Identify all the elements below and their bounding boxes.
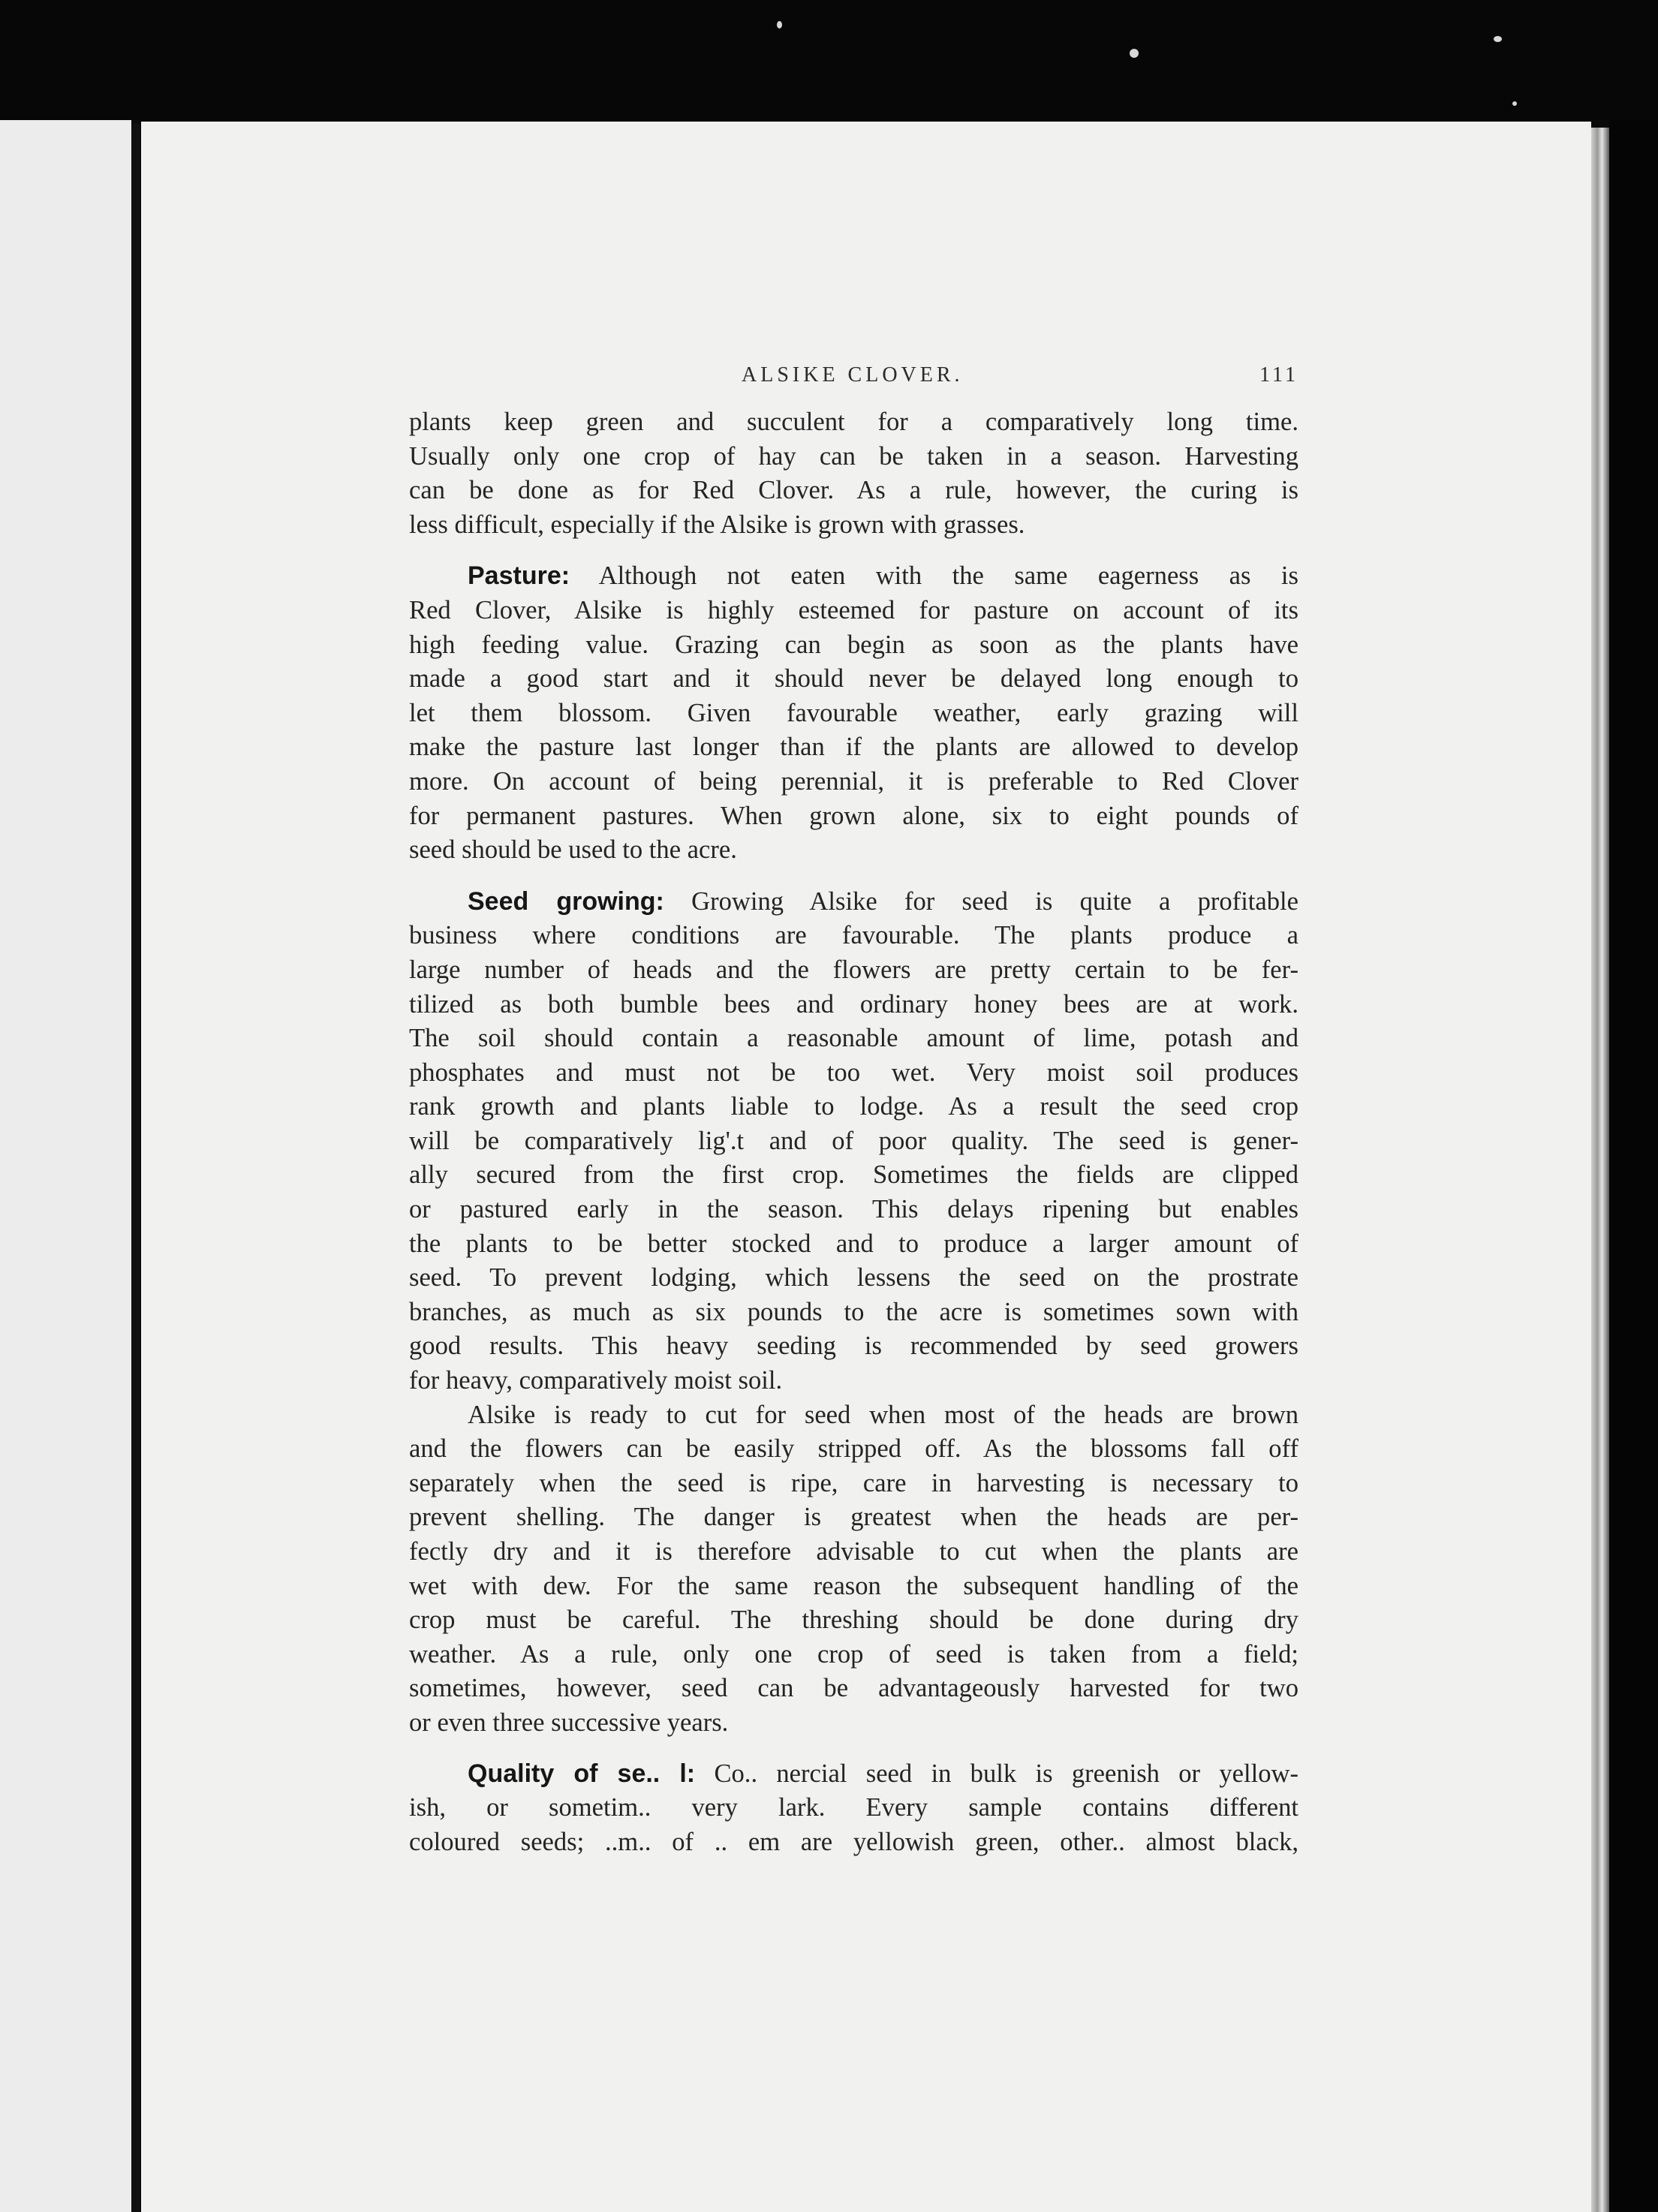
text-line: business where conditions are favourable. The plants produce a xyxy=(409,921,1298,950)
text-line: made a good start and it should never be delayed long enough to xyxy=(409,664,1298,694)
text-line: high feeding value. Grazing can begin as soon as the plants have xyxy=(409,630,1298,659)
dust-speck xyxy=(1512,101,1517,106)
paragraph-first-line xyxy=(409,1757,1298,1792)
text-line: more. On account of being perennial, it is preferable to Red Clover xyxy=(409,766,1298,796)
paragraph-first-line xyxy=(409,559,1298,594)
text-line: will be comparatively lig'.t and of poor quality. The seed is gener- xyxy=(409,1126,1298,1155)
body-text xyxy=(409,405,1298,1859)
text-line: Red Clover, Alsike is highly esteemed for pasture on account of its xyxy=(409,595,1298,624)
text-line: ish, or sometim.. very lark. Every sample contains different xyxy=(409,1793,1298,1822)
text-line: phosphates and must not be too wet. Very moist soil produces xyxy=(409,1058,1298,1087)
text-run: Co.. nercial seed in bulk is greenish or yellow- xyxy=(695,1759,1298,1788)
text-run: Although not eaten with the same eagerness as is xyxy=(570,561,1298,591)
text-line: large number of heads and the flowers are pretty certain to be fer- xyxy=(409,955,1298,984)
text-line: coloured seeds; ..m.. of .. em are yellowish green, other.. almost black, xyxy=(409,1827,1298,1856)
text-line: seed should be used to the acre. xyxy=(409,835,737,865)
text-line: prevent shelling. The danger is greatest when the heads are per- xyxy=(409,1503,1298,1532)
paragraph-first-line: Alsike is ready to cut for seed when most of the heads are brown xyxy=(468,1400,1298,1429)
text-line: make the pasture last longer than if the plants are allowed to develop xyxy=(409,733,1298,762)
page-edge-shading xyxy=(1591,128,1609,2212)
text-line: the plants to be better stocked and to produce a larger amount of xyxy=(409,1229,1298,1258)
text-line: tilized as both bumble bees and ordinary honey bees are at work. xyxy=(409,989,1298,1019)
text-line: let them blossom. Given favourable weather, early grazing will xyxy=(409,698,1298,727)
dust-speck xyxy=(777,21,782,29)
scanner-top-border xyxy=(0,0,1658,120)
text-run: Growing Alsike for seed is quite a profitable xyxy=(664,886,1298,916)
text-line: The soil should contain a reasonable amount of lime, potash and xyxy=(409,1024,1298,1053)
section-heading-quality-of-seed: Quality of se.. l: xyxy=(468,1759,696,1788)
text-line: and the flowers can be easily stripped off. As the blossoms fall off xyxy=(409,1434,1298,1464)
text-line: weather. As a rule, only one crop of seed is taken from a field; xyxy=(409,1639,1298,1669)
section-heading-pasture: Pasture: xyxy=(468,561,570,591)
text-line: separately when the seed is ripe, care in harvesting is necessary to xyxy=(409,1468,1298,1497)
text-line: or even three successive years. xyxy=(409,1708,729,1737)
page-gutter-shadow xyxy=(132,124,140,2212)
text-line: can be done as for Red Clover. As a rule, however, the curing is xyxy=(409,476,1298,505)
text-line: or pastured early in the season. This delays ripening but enables xyxy=(409,1195,1298,1224)
text-line: crop must be careful. The threshing should be done during dry xyxy=(409,1606,1298,1635)
text-line: seed. To prevent lodging, which lessens the seed on the prostrate xyxy=(409,1263,1298,1293)
text-line: good results. This heavy seeding is recommended by seed growers xyxy=(409,1332,1298,1361)
section-heading-seed-growing: Seed growing: xyxy=(468,886,664,916)
dust-speck xyxy=(1130,49,1139,58)
text-line: wet with dew. For the same reason the subsequent handling of the xyxy=(409,1571,1298,1600)
scanner-right-border xyxy=(1609,120,1658,2212)
text-line: sometimes, however, seed can be advantageously harvested for two xyxy=(409,1674,1298,1703)
text-line: for heavy, comparatively moist soil. xyxy=(409,1366,783,1395)
text-line: fectly dry and it is therefore advisable to cut when the plants are xyxy=(409,1537,1298,1566)
running-title: ALSIKE CLOVER. xyxy=(742,363,964,387)
text-line: for permanent pastures. When grown alone, six to eight pounds of xyxy=(409,801,1298,830)
dust-speck xyxy=(1494,36,1502,42)
paragraph-first-line xyxy=(409,885,1298,919)
page-number: 111 xyxy=(1259,363,1298,387)
running-head xyxy=(409,359,1298,392)
text-line: ally secured from the first crop. Sometimes the fields are clipped xyxy=(409,1160,1298,1190)
facing-page-edge xyxy=(0,120,131,2212)
text-line: Usually only one crop of hay can be taken in a season. Harvesting xyxy=(409,441,1298,471)
text-line: branches, as much as six pounds to the acre is sometimes sown with xyxy=(409,1297,1298,1326)
text-line: less difficult, especially if the Alsike is grown with grasses. xyxy=(409,510,1025,539)
text-line: plants keep green and succulent for a comparatively long time. xyxy=(409,408,1298,436)
text-line: rank growth and plants liable to lodge. As a result the seed crop xyxy=(409,1092,1298,1121)
